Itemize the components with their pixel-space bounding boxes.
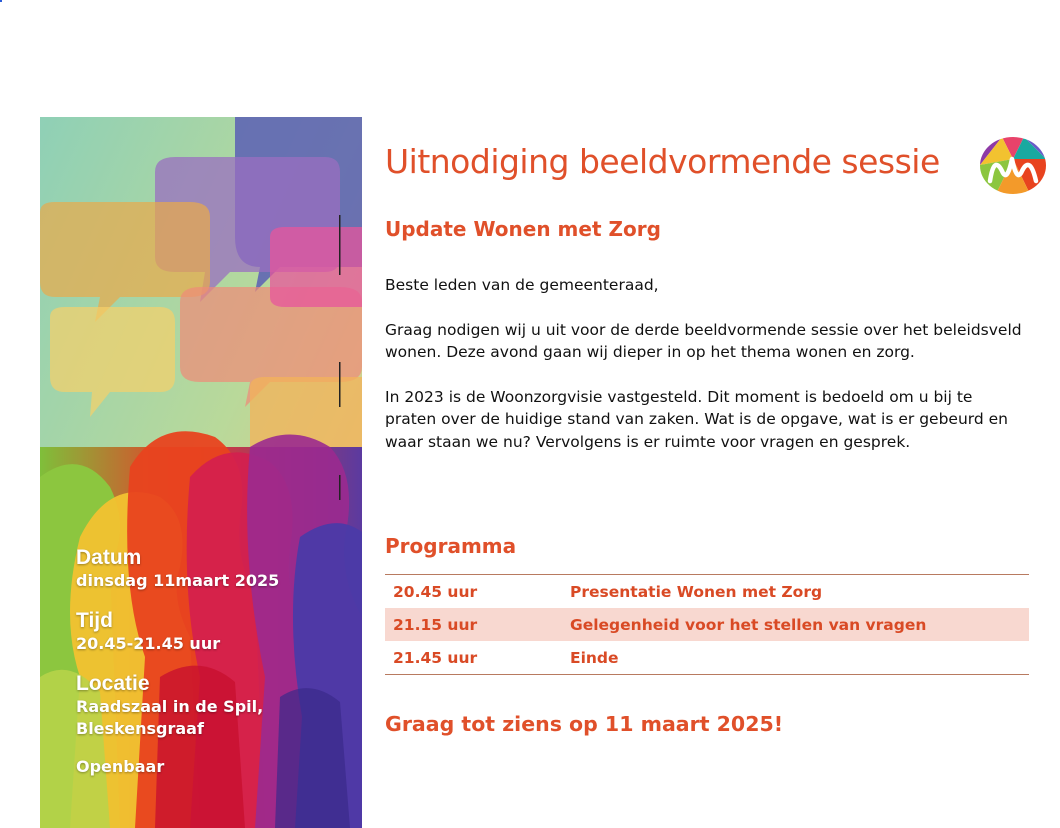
location-label: Locatie (76, 672, 150, 695)
paragraph-details: In 2023 is de Woonzorgvisie vastgesteld. Dit moment is bedoeld om u bij te praten over de huidige stand van zaken. Wat is de opgave, wat is er gebeurd en waar staan we nu? Vervolgens is er ruimte voor vragen en gesprek. (385, 387, 1008, 451)
programme-table (385, 574, 1029, 675)
municipality-logo-icon (980, 137, 1046, 194)
closing-line: Graag tot ziens op 11 maart 2025! (385, 712, 784, 736)
date-label: Datum (76, 546, 142, 569)
programme-item: Presentatie Wonen met Zorg (570, 582, 823, 601)
programme-time: 20.45 uur (393, 582, 478, 601)
time-label: Tijd (76, 609, 113, 632)
event-image-panel (40, 117, 362, 828)
paragraph-intro: Graag nodigen wij u uit voor de derde beeldvormende sessie over het beleidsveld wonen. Deze avond gaan wij dieper in op het thema wonen en zorg. (385, 320, 1022, 361)
date-value: dinsdag 11maart 2025 (76, 571, 280, 590)
programme-time: 21.45 uur (393, 648, 478, 667)
table-row (385, 641, 1029, 675)
time-block (76, 608, 279, 655)
programme-time: 21.15 uur (385, 608, 562, 641)
time-value: 20.45-21.45 uur (76, 634, 221, 653)
programme-item: Einde (570, 648, 619, 667)
corner-marker (0, 0, 2, 2)
table-row (385, 575, 1029, 609)
greeting: Beste leden van de gemeenteraad, (385, 276, 659, 294)
table-row (385, 608, 1029, 641)
page-title: Uitnodiging beeldvormende sessie (385, 142, 940, 181)
invitation-text (385, 274, 1025, 475)
location-value: Raadszaal in de Spil, Bleskensgraaf (76, 697, 264, 738)
event-details (76, 545, 279, 778)
programme-heading: Programma (385, 534, 517, 558)
subtitle: Update Wonen met Zorg (385, 217, 661, 241)
public-notice: Openbaar (76, 757, 165, 776)
programme-item: Gelegenheid voor het stellen van vragen (562, 608, 1029, 641)
date-block (76, 545, 279, 592)
location-block (76, 671, 279, 740)
